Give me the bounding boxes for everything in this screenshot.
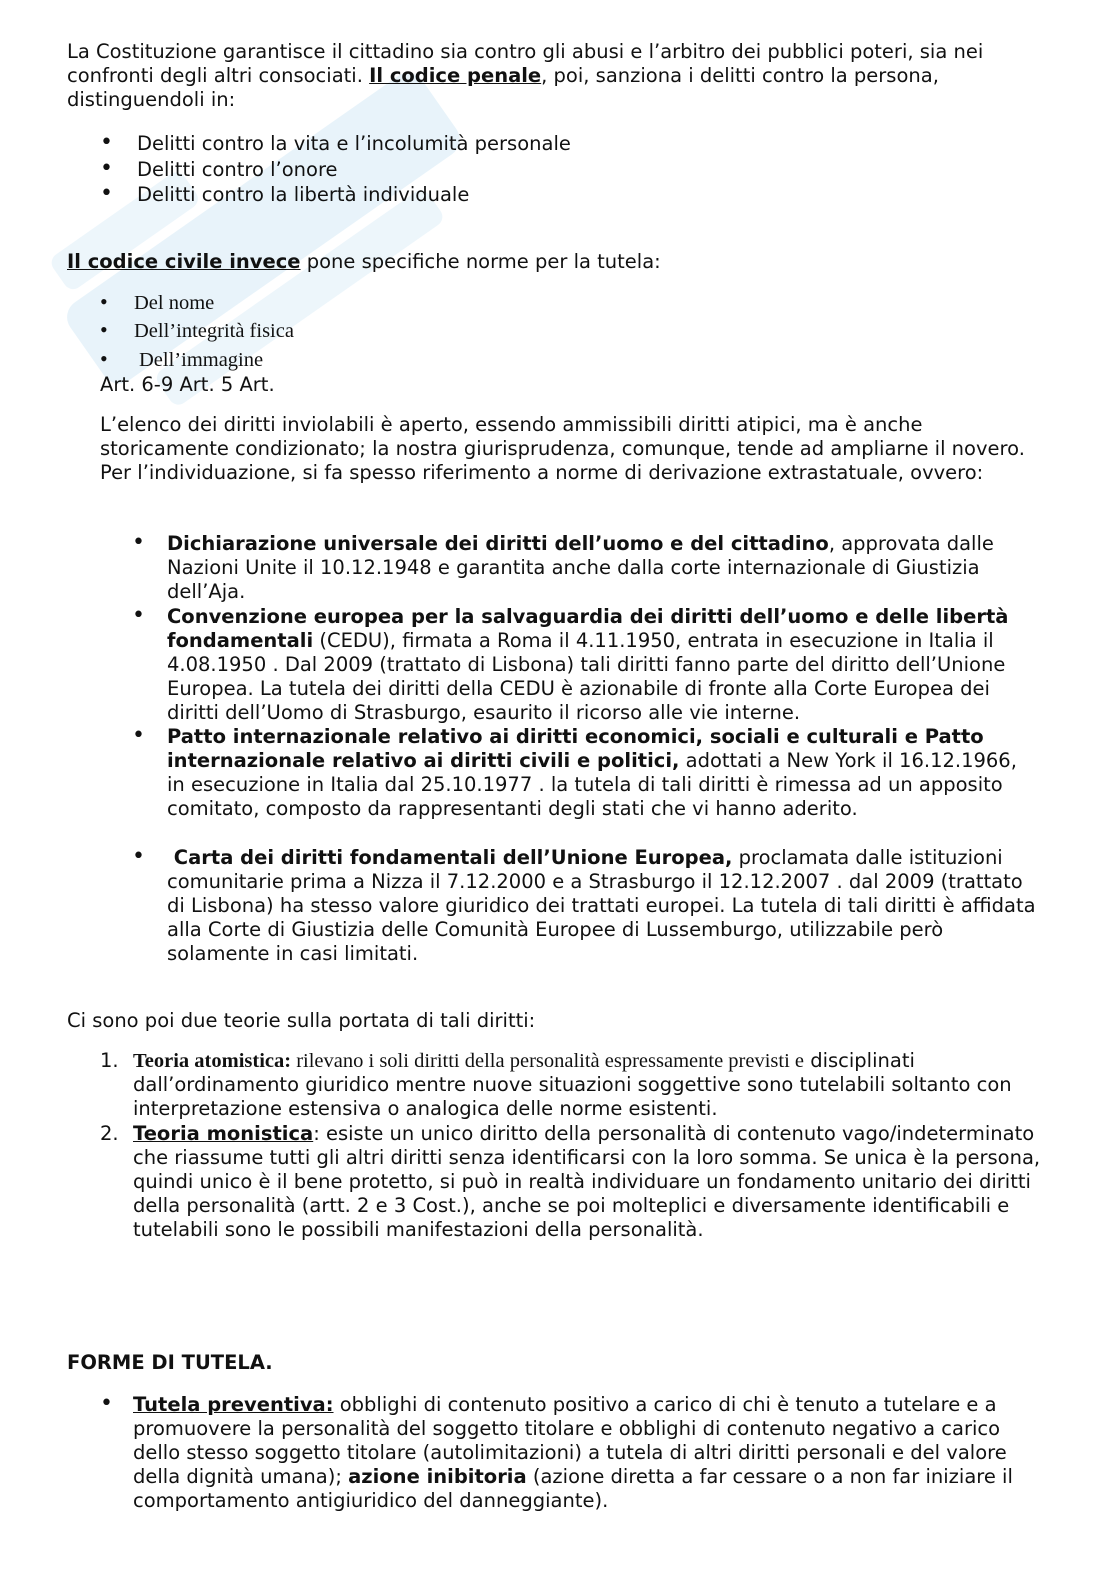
list-item: • Delitti contro l’onore xyxy=(100,156,338,181)
bullet-icon: • xyxy=(132,530,145,555)
open-list-paragraph: L’elenco dei diritti inviolabili è aperto, essendo ammissibili diritti atipici, ma è anche storicamente condizionato; la nostra giurisprudenza, comunque, tende ad ampliarne il novero. Per l’individuazione, si fa spesso riferimento a norme di derivazione extrastatuale, ovvero: xyxy=(100,413,1025,484)
bullet-icon: • xyxy=(100,1391,113,1416)
list-item: • Delitti contro la vita e l’incolumità personale xyxy=(100,130,571,155)
intro-paragraph: La Costituzione garantisce il cittadino sia contro gli abusi e l’arbitro dei pubblici poteri, sia nei confronti degli altri consociati. Il codice penale, poi, sanziona i delitti contro la persona, distinguendoli in: xyxy=(67,40,984,111)
list-number: 2. xyxy=(100,1122,119,1145)
bullet-icon: • xyxy=(100,181,113,206)
teoria-monistica-link: Teoria monistica xyxy=(133,1122,314,1145)
list-item: • Del nome xyxy=(100,289,215,314)
list-item: 1. Teoria atomistica: rilevano i soli diritti della personalità espressamente previsti e disciplinati dall’ordinamento giuridico mentre nuove situazioni soggettive sono tutelabili soltanto con interpretazione estensiva o analogica delle norme esistenti. xyxy=(100,1049,1012,1120)
articles-line: Art. 6-9 Art. 5 Art. xyxy=(100,373,275,396)
list-item: • Patto internazionale relativo ai diritti economici, sociali e culturali e Patto internazionale relativo ai diritti civili e politici, adottati a New York il 16.12.1966, in esecuzione in Italia dal 25.10.1977 . la tutela di tali diritti è rimessa ad un apposito comitato, composto da rappresentanti degli stati che vi hanno aderito. xyxy=(132,723,1017,820)
bullet-icon: • xyxy=(132,723,145,748)
list-item: • Dell’integrità fisica xyxy=(100,317,294,342)
list-item: • Convenzione europea per la salvaguardia dei diritti dell’uomo e delle libertà fondamentali (CEDU), firmata a Roma il 4.11.1950, entrata in esecuzione in Italia il 4.08.1950 . Dal 2009 (trattato di Lisbona) tali diritti fanno parte del diritto dell’Unione Europea. La tutela dei diritti della CEDU è azionabile di fronte alla Corte Europea dei diritti dell’Uomo di Strasburgo, esaurito il ricorso alle vie interne. xyxy=(132,603,1009,724)
list-item: • Delitti contro la libertà individuale xyxy=(100,181,470,206)
tutela-preventiva-link: Tutela preventiva: xyxy=(133,1393,334,1416)
bullet-icon: • xyxy=(100,130,113,155)
civil-code-line: Il codice civile invece pone specifiche norme per la tutela: xyxy=(67,250,661,273)
theories-intro: Ci sono poi due teorie sulla portata di tali diritti: xyxy=(67,1009,536,1032)
list-number: 1. xyxy=(100,1049,119,1072)
bullet-icon: • xyxy=(100,346,108,371)
bullet-icon: • xyxy=(100,156,113,181)
codice-penale-link: Il codice penale xyxy=(369,64,542,87)
codice-civile-link: Il codice civile invece xyxy=(67,250,301,273)
list-item: • Dichiarazione universale dei diritti dell’uomo e del cittadino, approvata dalle Nazioni Unite il 10.12.1948 e garantita anche dalla corte internazionale di Giustizia dell’Aja. xyxy=(132,530,994,603)
section-heading: FORME DI TUTELA. xyxy=(67,1351,273,1374)
list-item: 2. Teoria monistica: esiste un unico diritto della personalità di contenuto vago/indeterminato che riassume tutti gli altri diritti senza identificarsi con la loro somma. Se unica è la persona, quindi unico è il bene protetto, si può in realtà individuare un fondamento unitario dei diritti della personalità (artt. 2 e 3 Cost.), anche se poi molteplici e diversamente identificabili e tutelabili sono le possibili manifestazioni della personalità. xyxy=(100,1122,1041,1241)
bullet-icon: • xyxy=(132,603,145,628)
list-item: • Carta dei diritti fondamentali dell’Unione Europea, proclamata dalle istituzioni comunitarie prima a Nizza il 7.12.2000 e a Strasburgo il 12.12.2007 . dal 2009 (trattato di Lisbona) ha stesso valore giuridico dei trattati europei. La tutela di tali diritti è affidata alla Corte di Giustizia delle Comunità Europee di Lussemburgo, utilizzabile però solamente in casi limitati. xyxy=(132,844,1042,965)
list-item: • Tutela preventiva: obblighi di contenuto positivo a carico di chi è tenuto a tutelare e a promuovere la personalità del soggetto titolare e obblighi di contenuto negativo a carico dello stesso soggetto titolare (autolimitazioni) a tutela di altri diritti personali e del valore della dignità umana); azione inibitoria (azione diretta a far cessare o a non far iniziare il comportamento antigiuridico del danneggiante). xyxy=(100,1391,1013,1512)
list-item: • Dell’immagine xyxy=(100,346,264,371)
bullet-icon: • xyxy=(132,844,145,869)
bullet-icon: • xyxy=(100,289,108,314)
bullet-icon: • xyxy=(100,317,108,342)
